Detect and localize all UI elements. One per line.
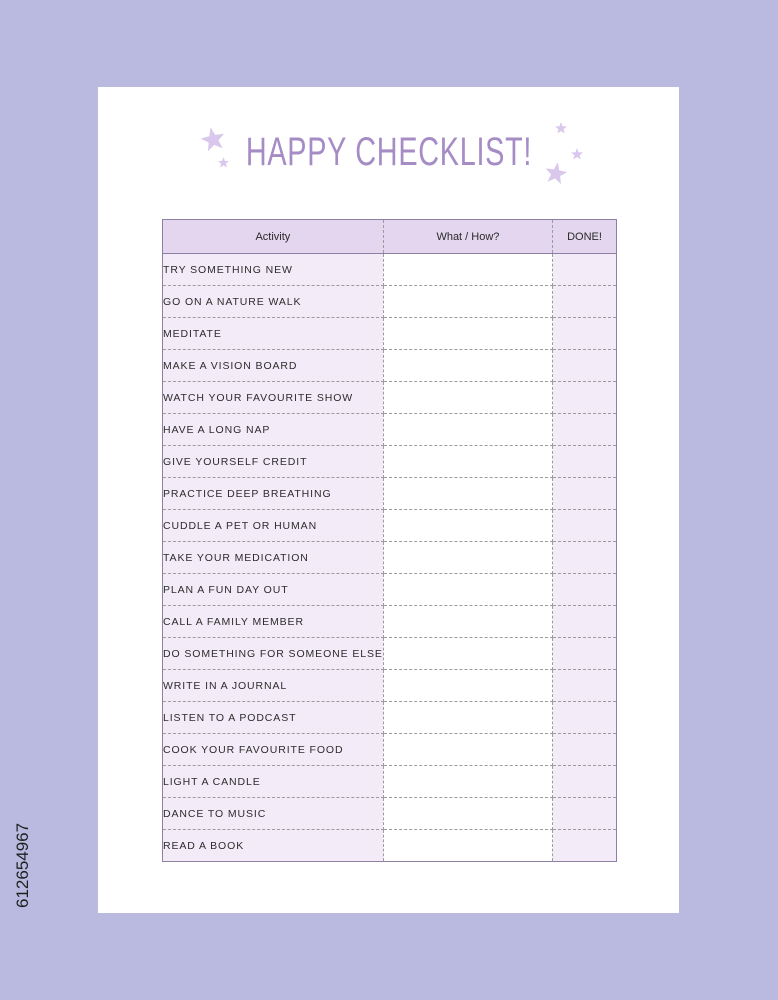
what-how-cell[interactable] xyxy=(383,414,552,446)
what-how-cell[interactable] xyxy=(383,254,552,286)
activity-cell: CALL A FAMILY MEMBER xyxy=(163,606,384,638)
activity-cell: LISTEN TO A PODCAST xyxy=(163,702,384,734)
table-row xyxy=(163,414,617,446)
what-how-cell[interactable] xyxy=(383,286,552,318)
done-cell[interactable] xyxy=(553,766,617,798)
done-cell[interactable] xyxy=(553,702,617,734)
activity-cell: DANCE TO MUSIC xyxy=(163,798,384,830)
activity-cell: DO SOMETHING FOR SOMEONE ELSE xyxy=(163,638,384,670)
table-row xyxy=(163,542,617,574)
what-how-cell[interactable] xyxy=(383,510,552,542)
activity-cell: LIGHT A CANDLE xyxy=(163,766,384,798)
what-how-cell[interactable] xyxy=(383,318,552,350)
what-how-cell[interactable] xyxy=(383,542,552,574)
table-row xyxy=(163,734,617,766)
activity-cell: WRITE IN A JOURNAL xyxy=(163,670,384,702)
done-cell[interactable] xyxy=(553,798,617,830)
header-activity: Activity xyxy=(163,220,384,254)
what-how-cell[interactable] xyxy=(383,766,552,798)
what-how-cell[interactable] xyxy=(383,670,552,702)
activity-cell: COOK YOUR FAVOURITE FOOD xyxy=(163,734,384,766)
done-cell[interactable] xyxy=(553,446,617,478)
table-row xyxy=(163,830,617,862)
activity-cell: HAVE A LONG NAP xyxy=(163,414,384,446)
table-row xyxy=(163,446,617,478)
done-cell[interactable] xyxy=(553,670,617,702)
table-row xyxy=(163,254,617,286)
header-what-how: What / How? xyxy=(383,220,552,254)
activity-cell: MEDITATE xyxy=(163,318,384,350)
activity-cell: WATCH YOUR FAVOURITE SHOW xyxy=(163,382,384,414)
done-cell[interactable] xyxy=(553,350,617,382)
done-cell[interactable] xyxy=(553,414,617,446)
table-row xyxy=(163,286,617,318)
table-row xyxy=(163,606,617,638)
activity-cell: MAKE A VISION BOARD xyxy=(163,350,384,382)
svg-text:612654967: 612654967 xyxy=(13,822,32,908)
table-row xyxy=(163,478,617,510)
what-how-cell[interactable] xyxy=(383,350,552,382)
checklist-table xyxy=(162,219,617,862)
what-how-cell[interactable] xyxy=(383,574,552,606)
done-cell[interactable] xyxy=(553,542,617,574)
done-cell[interactable] xyxy=(553,606,617,638)
what-how-cell[interactable] xyxy=(383,638,552,670)
done-cell[interactable] xyxy=(553,830,617,862)
what-how-cell[interactable] xyxy=(383,830,552,862)
activity-cell: READ A BOOK xyxy=(163,830,384,862)
done-cell[interactable] xyxy=(553,574,617,606)
activity-cell: TRY SOMETHING NEW xyxy=(163,254,384,286)
what-how-cell[interactable] xyxy=(383,446,552,478)
what-how-cell[interactable] xyxy=(383,798,552,830)
activity-cell: PRACTICE DEEP BREATHING xyxy=(163,478,384,510)
table-row xyxy=(163,574,617,606)
what-how-cell[interactable] xyxy=(383,382,552,414)
table-row xyxy=(163,510,617,542)
table-row xyxy=(163,318,617,350)
table-row xyxy=(163,638,617,670)
what-how-cell[interactable] xyxy=(383,606,552,638)
table-row xyxy=(163,350,617,382)
activity-cell: GO ON A NATURE WALK xyxy=(163,286,384,318)
done-cell[interactable] xyxy=(553,510,617,542)
done-cell[interactable] xyxy=(553,734,617,766)
done-cell[interactable] xyxy=(553,478,617,510)
done-cell[interactable] xyxy=(553,638,617,670)
done-cell[interactable] xyxy=(553,254,617,286)
activity-cell: GIVE YOURSELF CREDIT xyxy=(163,446,384,478)
activity-cell: TAKE YOUR MEDICATION xyxy=(163,542,384,574)
table-row xyxy=(163,382,617,414)
table-row xyxy=(163,798,617,830)
activity-cell: PLAN A FUN DAY OUT xyxy=(163,574,384,606)
table-header-row xyxy=(163,220,617,254)
header-done: DONE! xyxy=(553,220,617,254)
table-row xyxy=(163,702,617,734)
done-cell[interactable] xyxy=(553,318,617,350)
page-title: HAPPY CHECKLIST! xyxy=(245,130,533,174)
activity-cell: CUDDLE A PET OR HUMAN xyxy=(163,510,384,542)
vertical-id-number xyxy=(6,760,36,910)
what-how-cell[interactable] xyxy=(383,478,552,510)
done-cell[interactable] xyxy=(553,286,617,318)
table-row xyxy=(163,766,617,798)
done-cell[interactable] xyxy=(553,382,617,414)
what-how-cell[interactable] xyxy=(383,734,552,766)
what-how-cell[interactable] xyxy=(383,702,552,734)
table-row xyxy=(163,670,617,702)
